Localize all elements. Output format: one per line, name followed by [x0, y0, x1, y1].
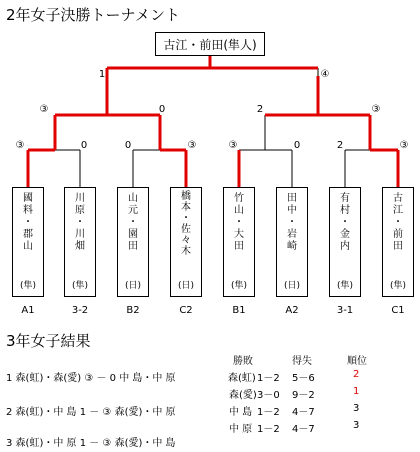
- team-seed: 3-1: [336, 305, 354, 316]
- team-name: 川 原 ・ 川 畑: [75, 193, 85, 252]
- team-name: 山 元 ・ 園 田: [128, 193, 138, 252]
- team-name: 田 中 ・ 岩 崎: [287, 193, 297, 252]
- standings-team: 森(愛): [229, 390, 257, 401]
- final-right-score: ④: [320, 69, 330, 80]
- qf2-score-a: 0: [124, 140, 132, 151]
- champion-box: 古江・前田(隼人): [155, 32, 265, 56]
- team-name: 竹 山 ・ 大 田: [234, 193, 244, 252]
- team-affiliation: (隼): [230, 281, 248, 291]
- qf4-score-a: 2: [336, 140, 344, 151]
- standings-rank: 3: [353, 420, 360, 431]
- team-box-3: [117, 187, 149, 297]
- team-name: 橋 本 ・ 佐 々 木: [181, 191, 191, 257]
- page-title: 2年女子決勝トーナメント: [6, 6, 180, 24]
- team-affiliation: (隼): [389, 281, 407, 291]
- team-affiliation: (日): [124, 281, 142, 291]
- standings-header-wl: 勝敗: [233, 356, 253, 367]
- team-box-7: [329, 187, 361, 297]
- standings-wl: 1－2: [257, 373, 280, 384]
- team-box-4: [170, 187, 202, 297]
- team-seed: A1: [21, 305, 35, 316]
- team-affiliation: (隼): [336, 281, 354, 291]
- qf3-score-a: ③: [228, 140, 238, 151]
- team-box-8: [382, 187, 414, 297]
- final-left-score: 1: [98, 69, 106, 80]
- qf1-score-b: 0: [80, 140, 88, 151]
- standings-rank: 3: [353, 403, 360, 414]
- team-name: 古 江 ・ 前 田: [393, 193, 403, 252]
- team-affiliation: (日): [283, 281, 301, 291]
- match-3: 3 森(虹)・中 原 1 － ③ 森(愛)・中 島: [6, 438, 176, 449]
- standings-pts: 4－7: [292, 424, 315, 435]
- team-affiliation: (隼): [71, 281, 89, 291]
- standings-team: 中 島: [229, 407, 253, 418]
- standings-wl: 1－2: [257, 424, 280, 435]
- standings-team: 中 原: [229, 424, 253, 435]
- team-seed: B2: [126, 305, 140, 316]
- team-box-1: [12, 187, 44, 297]
- qf1-score-a: ③: [15, 140, 25, 151]
- results-title: 3年女子結果: [6, 332, 91, 350]
- team-seed: A2: [285, 305, 299, 316]
- team-affiliation: (日): [177, 281, 195, 291]
- standings-rank: 2: [353, 369, 360, 380]
- team-name: 國 料 ・ 郡 山: [23, 193, 33, 252]
- team-box-5: [223, 187, 255, 297]
- team-seed: C1: [391, 305, 405, 316]
- team-seed: 3-2: [71, 305, 89, 316]
- team-seed: C2: [179, 305, 193, 316]
- match-2: 2 森(虹)・中 島 1 － ③ 森(愛)・中 原: [6, 407, 176, 418]
- standings-team: 森(虹): [228, 373, 256, 384]
- standings-pts: 4－7: [292, 407, 315, 418]
- qf2-score-b: ③: [187, 140, 197, 151]
- qf4-score-b: ③: [399, 140, 409, 151]
- semi-right-score-a: 2: [256, 104, 264, 115]
- semi-right-score-b: ③: [371, 104, 381, 115]
- semi-left-score-a: ③: [39, 104, 49, 115]
- match-1: 1 森(虹)・森(愛) ③ － 0 中 島・中 原: [6, 373, 176, 384]
- standings-pts: 5－6: [292, 373, 315, 384]
- standings-pts: 9－2: [292, 390, 315, 401]
- standings-header-rank: 順位: [347, 356, 367, 367]
- standings-wl: 1－2: [257, 407, 280, 418]
- qf3-score-b: 0: [293, 140, 301, 151]
- team-affiliation: (隼): [19, 281, 37, 291]
- team-box-2: [64, 187, 96, 297]
- team-box-6: [276, 187, 308, 297]
- standings-header-pts: 得失: [292, 356, 312, 367]
- standings-wl: 3－0: [257, 390, 280, 401]
- team-seed: B1: [232, 305, 246, 316]
- team-name: 有 村 ・ 金 内: [340, 193, 350, 252]
- standings-rank: 1: [353, 386, 360, 397]
- semi-left-score-b: 0: [158, 104, 166, 115]
